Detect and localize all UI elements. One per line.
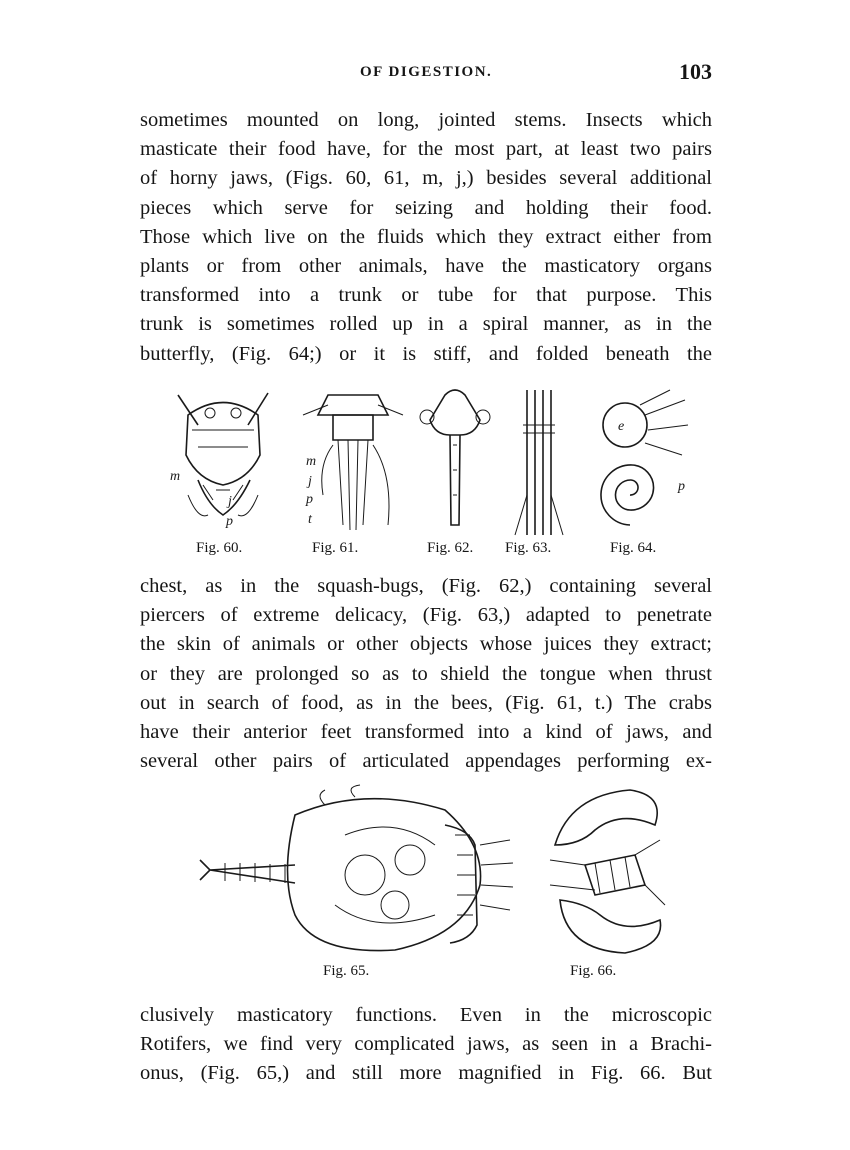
rotifer-jaws-illustration — [540, 785, 680, 955]
paragraph-1 — [140, 106, 712, 369]
caption-fig-61: Fig. 61. — [312, 540, 359, 556]
label-p: p — [226, 514, 233, 529]
text-line: masticate their food have, for the most part, at least two pairs — [140, 138, 712, 161]
piercers-illustration — [505, 385, 575, 535]
text-line: sometimes mounted on long, jointed stems. Insects which — [140, 109, 712, 131]
figure-65 — [195, 785, 515, 985]
text-line: transformed into a trunk or tube for that purpose. This — [140, 284, 712, 307]
caption-fig-65: Fig. 65. — [323, 963, 370, 979]
caption-fig-60: Fig. 60. — [196, 540, 243, 556]
label-t: t — [308, 512, 312, 527]
bee-mouthparts-illustration — [298, 385, 408, 535]
butterfly-spiral-trunk-illustration — [590, 385, 700, 535]
label-p: p — [678, 479, 685, 494]
label-j: j — [228, 494, 232, 509]
label-e: e — [618, 419, 625, 434]
label-p: p — [306, 492, 313, 507]
label-m: m — [306, 454, 317, 469]
text-line: piercers of extreme delicacy, (Fig. 63,) adapted to penetrate — [140, 604, 712, 627]
caption-fig-66: Fig. 66. — [570, 963, 617, 979]
label-j: j — [308, 474, 312, 489]
text-line: pieces which serve for seizing and holding their food. — [140, 196, 712, 219]
text-line: butterfly, (Fig. 64;) or it is stiff, and folded beneath the — [140, 342, 712, 365]
figure-63 — [505, 385, 575, 556]
text-line: trunk is sometimes rolled up in a spiral manner, as in the — [140, 313, 712, 336]
figure-62 — [415, 385, 495, 556]
text-line: or they are prolonged so as to shield the tongue when thrust — [140, 662, 712, 685]
squash-bug-beak-illustration — [415, 385, 495, 535]
text-line: plants or from other animals, have the masticatory organs — [140, 255, 712, 278]
figure-64 — [590, 385, 700, 556]
figure-66 — [540, 785, 680, 985]
insect-head-jaws-illustration — [168, 385, 278, 535]
figure-61 — [298, 385, 408, 556]
page-number: 103 — [679, 59, 712, 84]
text-line: several other pairs of articulated appendages performing ex- — [140, 750, 712, 773]
text-line: of horny jaws, (Figs. 60, 61, m, j,) besides several additional — [140, 167, 712, 190]
text-line: Those which live on the fluids which they extract either from — [140, 225, 712, 248]
caption-fig-64: Fig. 64. — [610, 540, 657, 556]
running-title: OF DIGESTION. — [360, 64, 493, 80]
text-line: onus, (Fig. 65,) and still more magnified in Fig. 66. But — [140, 1062, 712, 1085]
text-line: clusively masticatory functions. Even in the microscopic — [140, 1004, 712, 1026]
text-line: have their anterior feet transformed into a kind of jaws, and — [140, 721, 712, 744]
figure-60 — [168, 385, 278, 556]
page-header — [140, 59, 712, 88]
caption-fig-62: Fig. 62. — [427, 540, 474, 556]
caption-fig-63: Fig. 63. — [505, 540, 552, 556]
text-line: the skin of animals or other objects whose juices they extract; — [140, 633, 712, 656]
paragraph-2 — [140, 572, 712, 776]
paragraph-3 — [140, 1001, 712, 1089]
text-line: Rotifers, we find very complicated jaws, as seen in a Brachi- — [140, 1033, 712, 1056]
label-m: m — [170, 469, 181, 484]
brachionus-illustration — [195, 785, 515, 955]
text-line: chest, as in the squash-bugs, (Fig. 62,) containing several — [140, 575, 712, 597]
text-line: out in search of food, as in the bees, (Fig. 61, t.) The crabs — [140, 691, 712, 714]
